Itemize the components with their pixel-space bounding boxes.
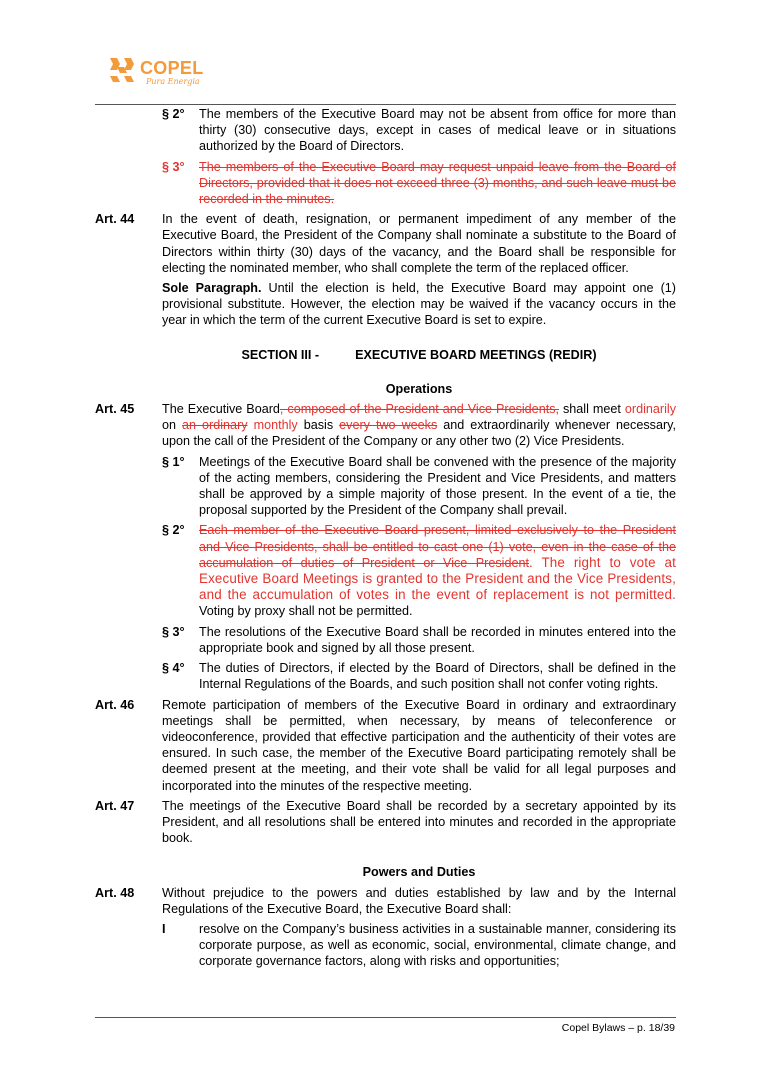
inserted-text: . The right to vote at Executive Board Meetings is granted to the President and the Vice Presidents, and the accumulation of votes in the event of replacement is not permitted. [199,554,676,603]
sole-paragraph-label: Sole Paragraph. [162,281,262,296]
paragraph-text: Meetings of the Executive Board shall be convened with the presence of the majority of the acting members, considering the President and Vice Presidents, and matters shall be approved by a simple majority of those present. In the event of a tie, the proposal supported by the President of the Company shall prevail. [199,454,676,518]
paragraph-text: The resolutions of the Executive Board shall be recorded in minutes entered into the appropriate book and signed by all those present. [199,624,676,655]
article-45-paragraph-3 [95,624,676,656]
article-45 [95,401,676,450]
logo-tagline: Pura Energia [146,77,200,86]
page-body [95,106,676,974]
deleted-text: an ordinary [182,418,248,433]
copel-logo-mark-icon [108,56,136,86]
text: The Executive Board [162,402,280,417]
deleted-text: , composed of the President and Vice Presidents, [279,402,559,417]
article-text: In the event of death, resignation, or permanent impediment of any member of the Executive Board, the President of the Company shall nominate a substitute to the Board of Directors within thirty (30) days of the vacancy, and the Board shall be responsible for electing the nominated member, who shall complete the term of the replaced officer. [162,212,676,275]
article-number: Art. 47 [95,798,135,813]
paragraph-number: § 2° [162,107,185,121]
paragraph-number: § 1° [162,454,185,469]
powers-heading: Powers and Duties [362,865,476,880]
company-logo [108,54,218,94]
article-47 [95,798,676,847]
operations-heading: Operations [385,381,453,396]
article-number: Art. 48 [95,885,135,900]
article-45-paragraph-4 [95,660,676,692]
inserted-text: ordinarily [624,402,677,417]
article-48-item-1 [95,921,676,970]
footer-divider [95,1017,676,1018]
section-title: EXECUTIVE BOARD MEETINGS (REDIR) [355,347,597,362]
paragraph-text: The duties of Directors, if elected by the Board of Directors, shall be defined in the Internal Regulations of the Boards, and such position shall not confer voting rights. [199,661,676,692]
deleted-text: every two weeks [339,418,438,433]
text: on [162,418,183,433]
article-text: Remote participation of members of the Executive Board in ordinary and extraordinary meetings shall be permitted, when necessary, by means of teleconference or videoconference, provided that effective participation and the authenticity of their votes are ensured. In such case, the member of the Executive Board participating remotely shall be deemed present at the meeting, and their vote shall be valid for all legal purposes and incorporated into the minutes of the respective meeting. [162,697,676,793]
paragraph-text: The members of the Executive Board may not be absent from office for more than thirty (30) consecutive days, except in cases of medical leave or in situations authorized by the Board of Directors. [199,107,676,154]
paragraph-text: The members of the Executive Board may request unpaid leave from the Board of Directors, provided that it does not exceed three (3) months, and such leave must be recorded in the minutes. [199,159,676,207]
text: and extraordinarily whenever necessary, upon the call of the President of the Company or any other two (2) Vice Presidents. [162,418,677,449]
paragraph-number: § 4° [162,661,185,676]
article-46 [95,697,676,794]
paragraph-3-deleted [95,159,676,208]
article-number: Art. 44 [95,212,135,227]
text: shall meet [559,402,625,417]
paragraph-text: Voting by proxy shall not be permitted. [199,604,413,619]
article-45-paragraph-1 [95,454,676,519]
article-45-paragraph-2 [95,522,676,619]
paragraph-number: § 3° [162,624,185,639]
inserted-text: monthly [253,418,298,433]
article-text: The meetings of the Executive Board shall be recorded by a secretary appointed by its President, and all resolutions shall be entered into minutes and recorded in the appropriate book. [162,798,676,846]
item-number: I [162,921,166,936]
header-divider [95,104,676,105]
paragraph-2 [95,106,676,155]
article-48 [95,885,676,917]
page-footer: Copel Bylaws – p. 18/39 [561,1022,675,1034]
article-number: Art. 45 [95,402,135,417]
text: basis [297,418,340,433]
article-44 [95,211,676,276]
sole-paragraph-text: Until the election is held, the Executive Board may appoint one (1) provisional substitute. However, the election may be waived if the vacancy occurs in the year in which the term of the current Executive Board is set to expire. [162,281,677,328]
paragraph-number: § 2° [162,523,185,538]
paragraph-number: § 3° [162,159,185,174]
deleted-text: Each member of the Executive Board present, limited exclusively to the President and Vice Presidents, shall be entitled to cast one (1) vote, even in the case of the accumulation of duties of President or Vice President [199,523,676,570]
logo-name: COPEL [140,58,204,78]
article-text: Without prejudice to the powers and duties established by law and by the Internal Regulations of the Executive Board, the Executive Board shall: [162,885,676,916]
item-text: resolve on the Company’s business activities in a sustainable manner, considering its corporate purpose, as well as economic, social, environmental, climate change, and corporate governance factors, along with risks and opportunities; [199,921,676,969]
article-number: Art. 46 [95,697,135,712]
sole-paragraph [95,280,676,329]
section-heading [162,347,676,363]
section-label: SECTION III - [241,347,320,362]
